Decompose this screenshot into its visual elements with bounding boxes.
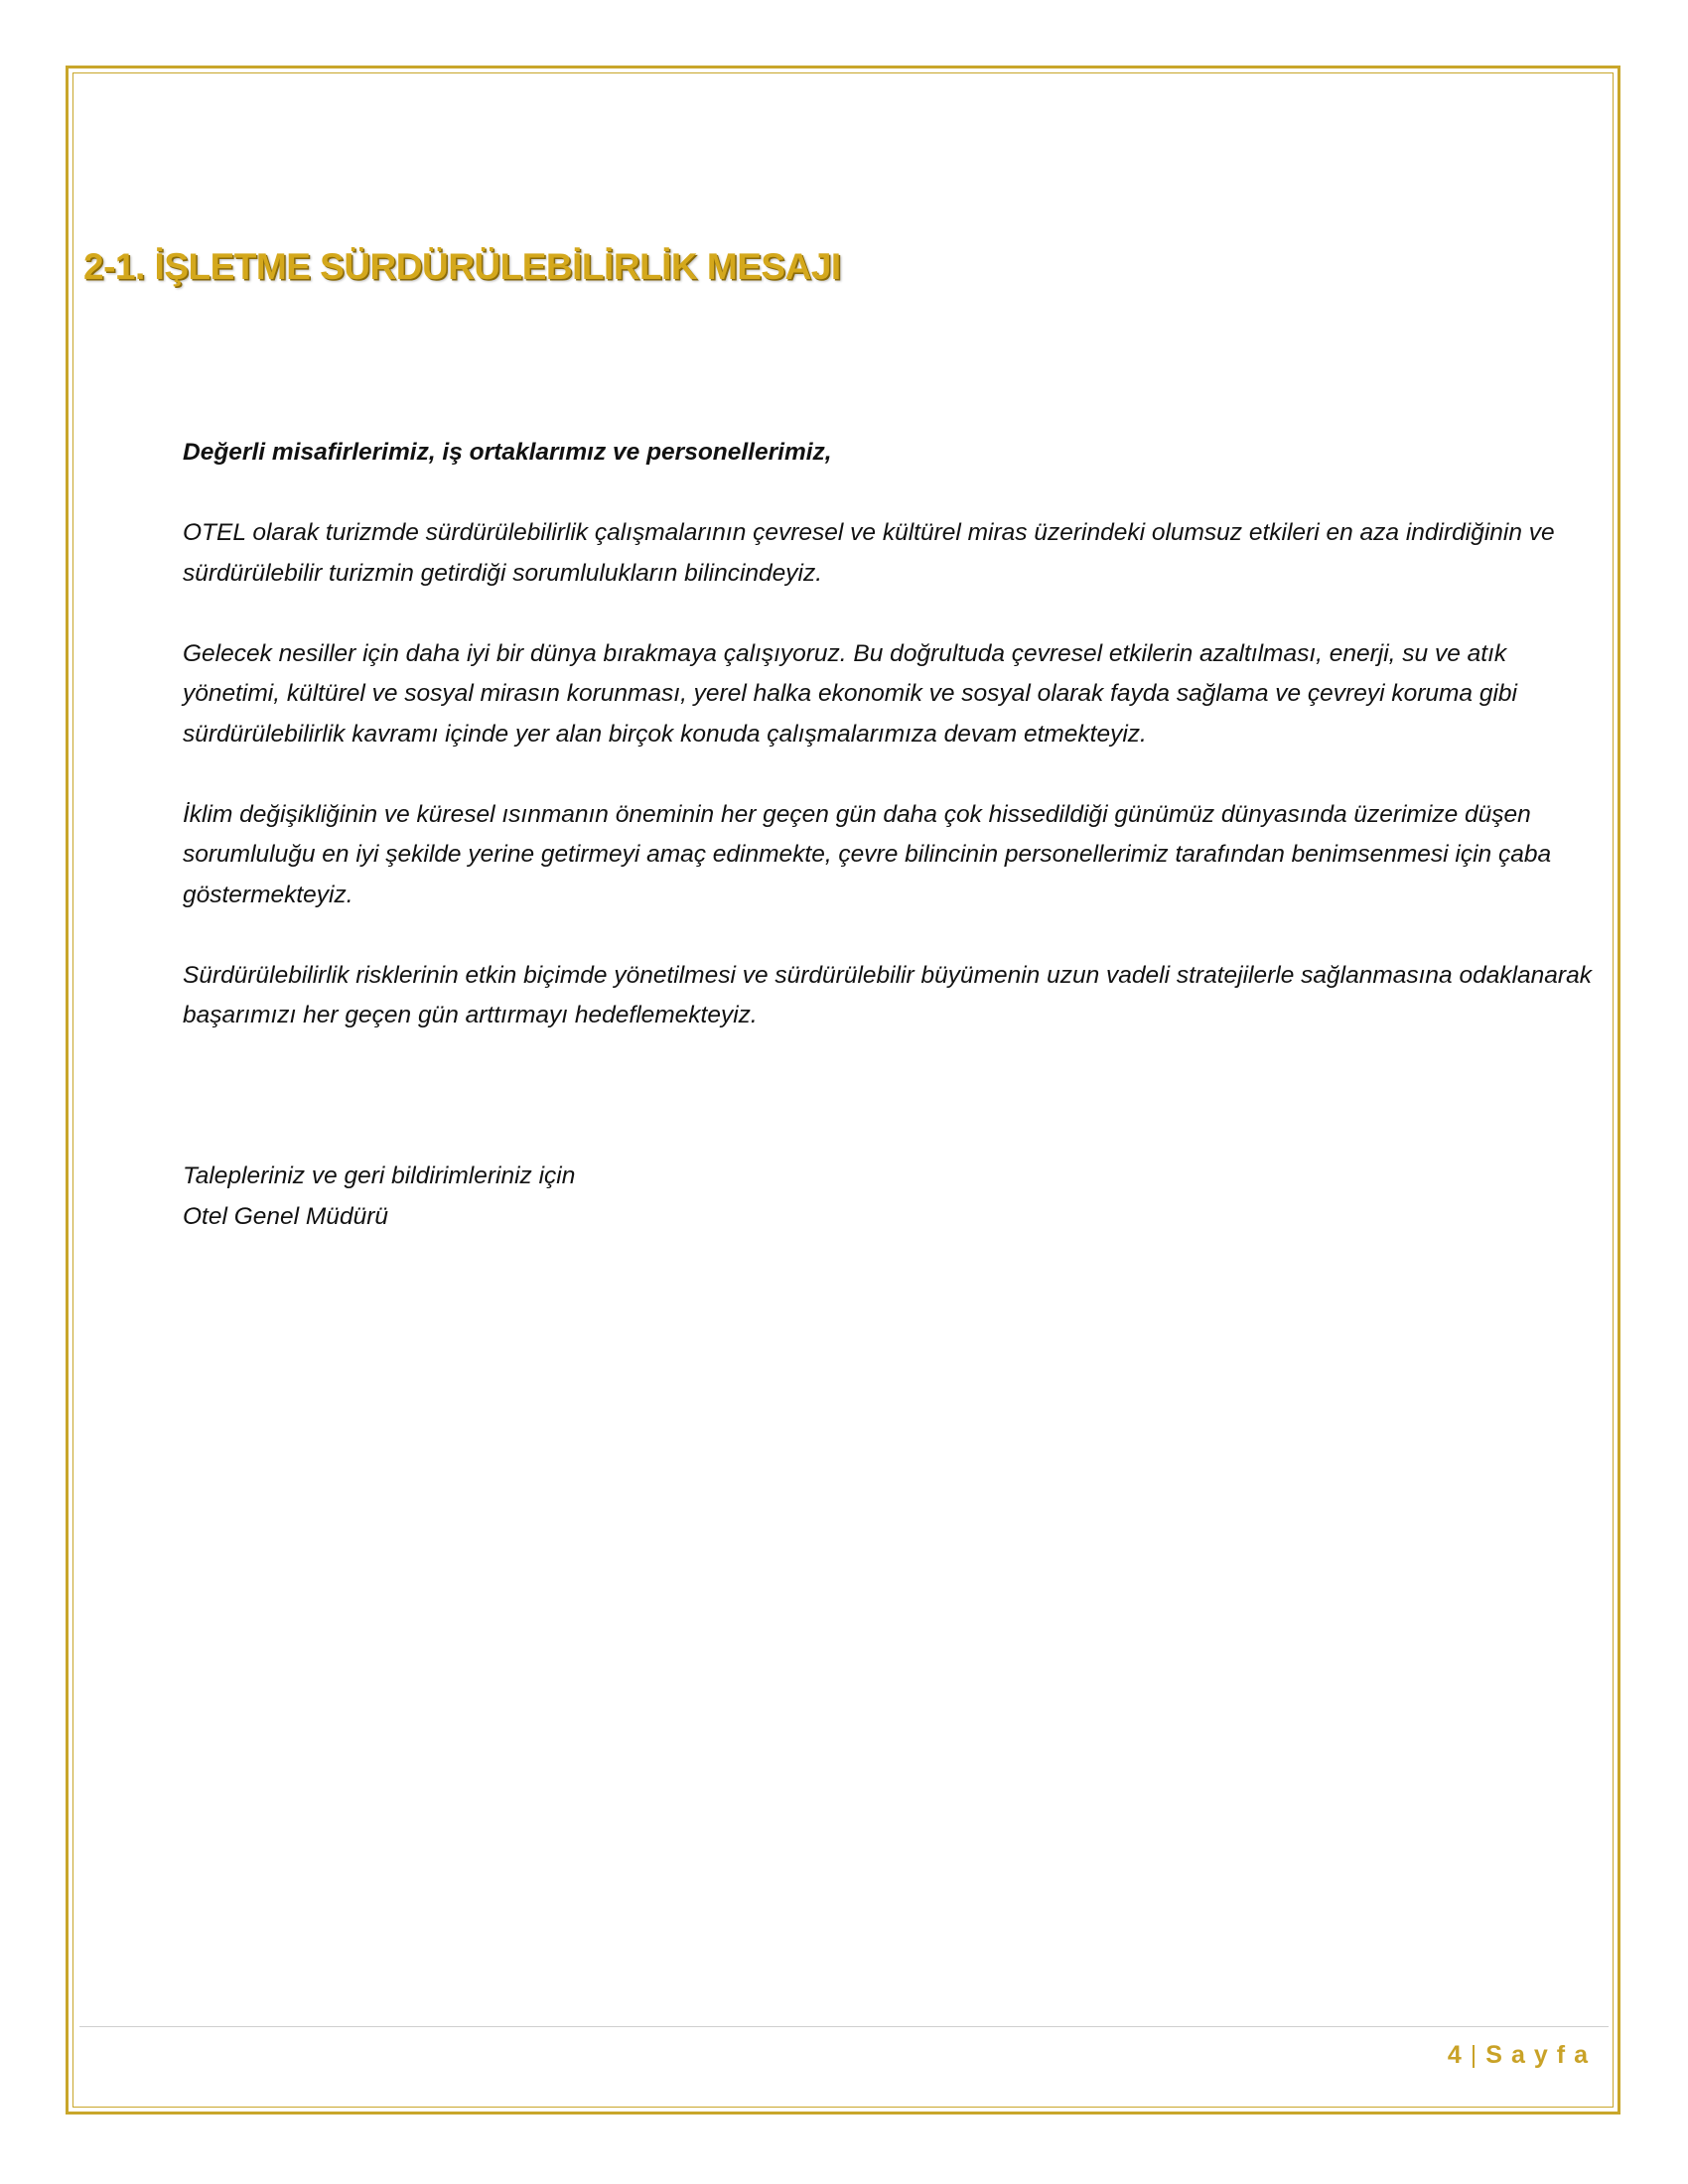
- page-footer: [1448, 2041, 1597, 2070]
- message-body: [183, 433, 1593, 1076]
- paragraph-4: Sürdürülebilirlik risklerinin etkin biçimde yönetilmesi ve sürdürülebilir büyümenin uzun vadeli stratejilerle sağlanmasına odaklanarak başarımızı her geçen gün arttırmayı hedeflemekteyiz.: [183, 961, 1592, 1028]
- closing-signature: [183, 1157, 575, 1237]
- closing-line-2: Otel Genel Müdürü: [183, 1202, 388, 1230]
- page-word: Sayfa: [1485, 2041, 1597, 2069]
- page-border-inner: [72, 72, 1614, 2108]
- page-number: 4: [1447, 2041, 1463, 2069]
- closing-line-1: Talepleriniz ve geri bildirimleriniz için: [183, 1162, 576, 1189]
- greeting: Değerli misafirlerimiz, iş ortaklarımız ve personellerimiz,: [183, 439, 832, 466]
- footer-separator: |: [1470, 2041, 1478, 2069]
- paragraph-2: Gelecek nesiller için daha iyi bir dünya bırakmaya çalışıyoruz. Bu doğrultuda çevresel etkilerin azaltılması, enerji, su ve atık yönetimi, kültürel ve sosyal mirasın korunması, yerel halka ekonomik ve sosyal olarak fayda sağlama ve çevreyi koruma gibi sürdürülebilirlik kavramı içinde yer alan birçok konuda çalışmalarımıza devam etmekteyiz.: [183, 639, 1517, 748]
- footer-divider: [79, 2026, 1609, 2027]
- paragraph-3: İklim değişikliğinin ve küresel ısınmanın öneminin her geçen gün daha çok hissedildiği günümüz dünyasında üzerimize düşen sorumluluğu en iyi şekilde yerine getirmeyi amaç edinmekte, çevre bilincinin personellerimiz tarafından benimsenmesi için çaba göstermekteyiz.: [183, 800, 1552, 908]
- paragraph-1: OTEL olarak turizmde sürdürülebilirlik çalışmalarının çevresel ve kültürel miras üzerindeki olumsuz etkileri en aza indirdiğinin ve sürdürülebilir turizmin getirdiği sorumlulukların bilincindeyiz.: [183, 519, 1555, 587]
- section-heading: 2-1. İŞLETME SÜRDÜRÜLEBİLİRLİK MESAJI: [83, 246, 841, 287]
